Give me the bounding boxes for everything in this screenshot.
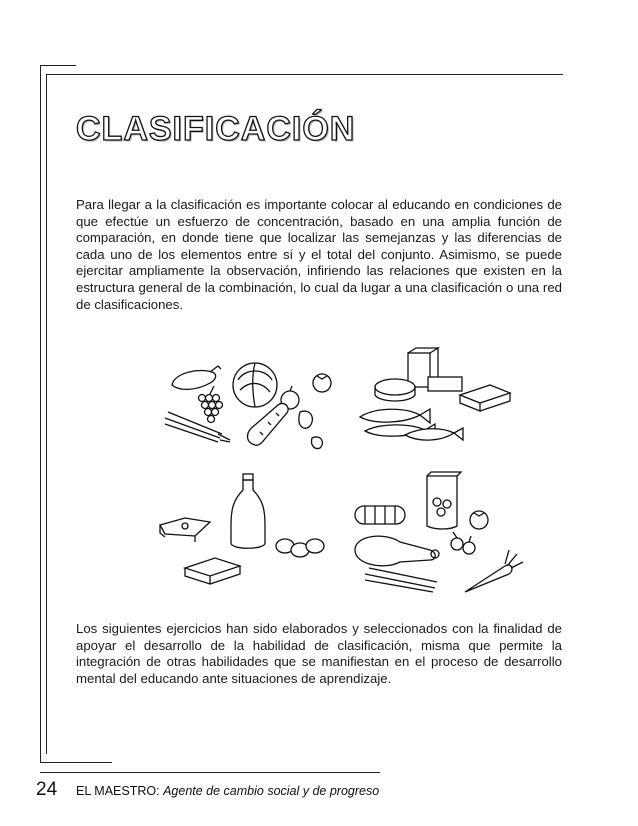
vegetables-illustration xyxy=(160,350,340,450)
frame-inner-left-line xyxy=(46,74,47,754)
milk-bottle-icon xyxy=(231,474,265,548)
intro-paragraph: Para llegar a la clasificación es importante colocar al educando en condiciones de que efectúe un esfuerzo de concentración, basado en una amplia función de comparación, en donde tiene que localizar las semejanzas y las diferencias de cada uno de los elementos entre sí y el total del conjunto. Asimismo, se puede ejercitar ampliamente la observación, infiriendo las relaciones que existen en la estructura general de la combinación, lo cual da lugar a una clasificación o una red de clasificaciones. xyxy=(76,197,562,312)
frame-bottom-short-line xyxy=(40,762,112,763)
steak-icon xyxy=(160,518,210,542)
cucumber-icon xyxy=(248,403,289,445)
cheese-icon xyxy=(375,348,462,401)
footer-subtitle: Agente de cambio social y de progreso xyxy=(163,784,380,798)
butter-icon xyxy=(460,385,510,411)
frame-left-line xyxy=(40,65,41,763)
frame-top-short-line xyxy=(40,65,76,66)
footer-caption xyxy=(76,784,379,798)
fish-icon xyxy=(360,409,463,440)
eggs-icon xyxy=(276,539,324,557)
page-number: 24 xyxy=(36,779,58,800)
butter-icon xyxy=(185,558,240,584)
page-title: CLASIFICACIÓN xyxy=(76,110,356,148)
footer-rule xyxy=(40,772,380,773)
closing-paragraph: Los siguientes ejercicios han sido elaborados y seleccionados con la finalidad de apoyar el desarrollo de la habilidad de clasificación, misma que permite la integración de otras habilidades que se manifiestan en el proceso de desarrollo mental del educando ante situaciones de aprendizaje. xyxy=(76,621,562,686)
meat-milk-illustration xyxy=(155,470,335,590)
footer-label: EL MAESTRO: xyxy=(76,784,160,798)
tomato-icon xyxy=(470,511,488,529)
frame-top-long-line xyxy=(46,74,563,75)
grapes-icon xyxy=(199,386,223,423)
pepper-icon xyxy=(299,411,323,448)
onion-icon xyxy=(451,532,475,554)
chicken-leg-icon xyxy=(355,536,439,566)
sausage-icon xyxy=(355,506,405,524)
leek-icon xyxy=(365,568,437,592)
cabbage-icon xyxy=(233,363,277,407)
seed-bag-icon xyxy=(427,472,461,529)
leek-icon xyxy=(165,412,230,442)
mixed-illustration xyxy=(345,470,525,600)
tomato-icon xyxy=(313,374,331,392)
dairy-fish-illustration xyxy=(350,345,530,445)
carrot-icon xyxy=(465,550,523,592)
